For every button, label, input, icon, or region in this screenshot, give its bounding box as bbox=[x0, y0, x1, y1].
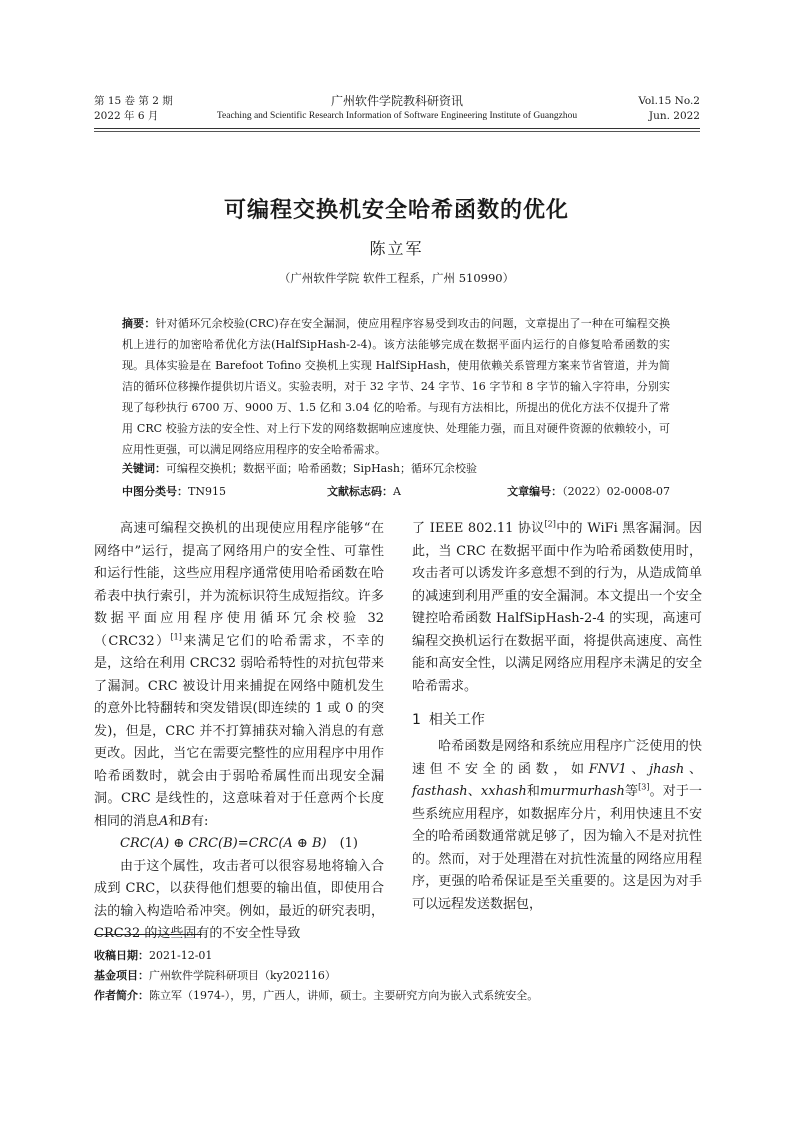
text-run: 。对于一些系统应用程序，如数据库分片，利用快速且不安全的哈希函数通常就足够了，因为输入不是对抗性的。然而，对于处理潜在对抗性流量的网络应用程序，更强的哈希保证是至关重要的。这是因为对手可以远程发送数据包， bbox=[412, 784, 702, 912]
footnote-label: 基金项目： bbox=[94, 969, 149, 982]
classification-line bbox=[122, 483, 670, 499]
date-en: Jun. 2022 bbox=[648, 110, 700, 122]
hash-name: murmurhash bbox=[539, 784, 625, 799]
equation-number: (1) bbox=[339, 836, 358, 851]
hash-name: fasthash bbox=[412, 784, 468, 799]
text-run: 、 bbox=[684, 761, 702, 777]
body-column-left bbox=[94, 518, 384, 946]
keywords-text: 可编程交换机；数据平面；哈希函数；SipHash；循环冗余校验 bbox=[166, 462, 477, 475]
header-center bbox=[94, 94, 700, 124]
equation bbox=[94, 833, 384, 856]
hash-name: FNV1 bbox=[588, 761, 627, 777]
text-run: 高速可编程交换机的出现使应用程序能够“在网络中”运行，提高了网络用户的安全性、可靠性和运行性能，这些应用程序通常使用哈希函数在哈希表中执行索引，并为流标识符生成短指纹。许多数据平面应用程序使用循环冗余校验 32（CRC32） bbox=[94, 521, 384, 649]
abstract-text: 针对循环冗余校验(CRC)存在安全漏洞，使应用程序容易受到攻击的问题，文章提出了一种在可编程交换机上进行的加密哈希优化方法(HalfSipHash-2-4)。该方法能够完成在数据平面内运行的自修复哈希函数的实现。具体实验是在 Barefoot Tofino 交换机上实现 HalfSipHash，使用依赖关系管理方案来节省管道，并为简洁的循环位移操作提供切片语义。实验表明，对于 32 字节、24 字节、16 字节和 8 字节的输入字符串，分别实现了每秒执行 6700 万、9000 万、1.5 亿和 3.04 亿的哈希。与现有方法相比，所提出的优化方法不仅提升了常用 CRC 校验方法的安全性、对上行下发的网络数据响应速度快、处理能力强，而且对硬件资源的依赖较小，可应用性更强，可以满足网络应用程序的安全哈希需求。 bbox=[122, 317, 670, 456]
journal-name-cn: 广州软件学院教科研资讯 bbox=[330, 94, 463, 108]
text-run: 等 bbox=[624, 784, 639, 799]
text-run: 和 bbox=[168, 813, 182, 829]
doc-code-label: 文献标志码： bbox=[327, 485, 393, 498]
footnote-text: 陈立军（1974-），男，广西人，讲师，硕士。主要研究方向为嵌入式系统安全。 bbox=[149, 989, 539, 1002]
text-run: 哈希函数是网络和系统应用程序广泛使用的快速但不安全的函数，如 bbox=[412, 739, 702, 777]
text-run: 了 IEEE 802.11 协议 bbox=[412, 521, 545, 536]
text-run: 、 bbox=[467, 784, 481, 799]
body-column-right bbox=[412, 518, 702, 916]
citation: [1] bbox=[170, 632, 182, 642]
document-code bbox=[327, 483, 401, 499]
volume-en: Vol.15 No.2 bbox=[638, 95, 700, 107]
section-number: 1 bbox=[412, 712, 421, 728]
footnote-text: 2021-12-01 bbox=[149, 949, 213, 962]
paragraph bbox=[412, 518, 702, 698]
footnote-label: 作者简介： bbox=[94, 989, 149, 1002]
text-run: 中的 WiFi 黑客漏洞。因此，当 CRC 在数据平面中作为哈希函数使用时，攻击者可以诱发许多意想不到的行为，从造成简单的减速到利用严重的安全漏洞。本文提出一个安全键控哈希函数 HalfSipHash-2-4 的实现，高速可编程交换机运行在数据平面，将提供高速度、高性能和高安全性，以满足网络应用程序未满足的安全哈希需求。 bbox=[412, 521, 702, 694]
text-run: 、 bbox=[626, 761, 650, 777]
footnote-bio bbox=[94, 986, 714, 1006]
article-number-value: （2022）02-0008-07 bbox=[562, 485, 670, 498]
footnote-text: 广州软件学院科研项目（ky202116） bbox=[149, 969, 336, 982]
footnote-rule bbox=[94, 934, 202, 935]
date-cn: 2022 年 6 月 bbox=[94, 110, 159, 122]
citation: [2] bbox=[544, 519, 556, 529]
header-right bbox=[638, 94, 700, 124]
abstract bbox=[122, 313, 670, 460]
keywords bbox=[122, 460, 670, 476]
citation: [3] bbox=[638, 782, 650, 792]
equation-body: CRC(A) ⊕ CRC(B)=CRC(A ⊕ B) bbox=[120, 836, 327, 851]
doc-code-value: A bbox=[393, 485, 401, 498]
journal-name-en: Teaching and Scientific Research Information of Software Engineering Institute of Guangzhou bbox=[216, 111, 578, 121]
footnote-received bbox=[94, 946, 714, 966]
clc-value: TN915 bbox=[188, 485, 226, 498]
math-var: A bbox=[159, 813, 169, 829]
paragraph bbox=[412, 736, 702, 916]
keywords-label: 关键词： bbox=[122, 462, 166, 475]
author-name: 陈立军 bbox=[369, 239, 424, 258]
text-run: 来满足它们的哈希需求，不幸的是，这给在利用 CRC32 弱哈希特性的对抗包带来了漏洞。CRC 被设计用来捕捉在网络中随机发生的意外比特翻转和突发错误(即连续的 1 或 0 的突发)，但是，CRC 并不打算捕获对输入消息的有意更改。因此，当它在需要完整性的应用程序中用作哈希函数时，就会由于弱哈希属性而出现安全漏洞。CRC 是线性的，这意味着对于任意两个长度相同的消息 bbox=[94, 633, 384, 829]
running-header bbox=[94, 94, 700, 128]
paragraph bbox=[94, 518, 384, 833]
clc-number bbox=[122, 483, 226, 499]
article-number-label: 文章编号： bbox=[507, 485, 563, 498]
section-heading bbox=[412, 708, 702, 732]
hash-name: xxhash bbox=[480, 784, 527, 799]
clc-label: 中图分类号： bbox=[122, 485, 188, 498]
paper-title: 可编程交换机安全哈希函数的优化 bbox=[223, 198, 569, 223]
math-var: B bbox=[181, 813, 191, 829]
volume-cn: 第 15 卷 第 2 期 bbox=[94, 95, 173, 107]
footnote-fund bbox=[94, 966, 714, 986]
section-title: 相关工作 bbox=[428, 712, 485, 728]
paragraph: 由于这个属性，攻击者可以很容易地将输入合成到 CRC，以获得他们想要的输出值，即使用合法的输入构造哈希冲突。例如，最近的研究表明，CRC32 的这些固有的不安全性导致 bbox=[94, 858, 384, 941]
abstract-label: 摘要： bbox=[122, 317, 156, 330]
footnotes bbox=[94, 946, 714, 1006]
text-run: 和 bbox=[526, 784, 540, 799]
footnote-label: 收稿日期： bbox=[94, 949, 149, 962]
header-rule-thin bbox=[94, 131, 700, 132]
text-run: 有: bbox=[190, 813, 209, 829]
article-number bbox=[507, 483, 670, 499]
header-rule-thick bbox=[94, 128, 700, 129]
hash-name: jhash bbox=[649, 761, 685, 777]
affiliation: （广州软件学院 软件工程系，广州 510990） bbox=[278, 271, 515, 285]
